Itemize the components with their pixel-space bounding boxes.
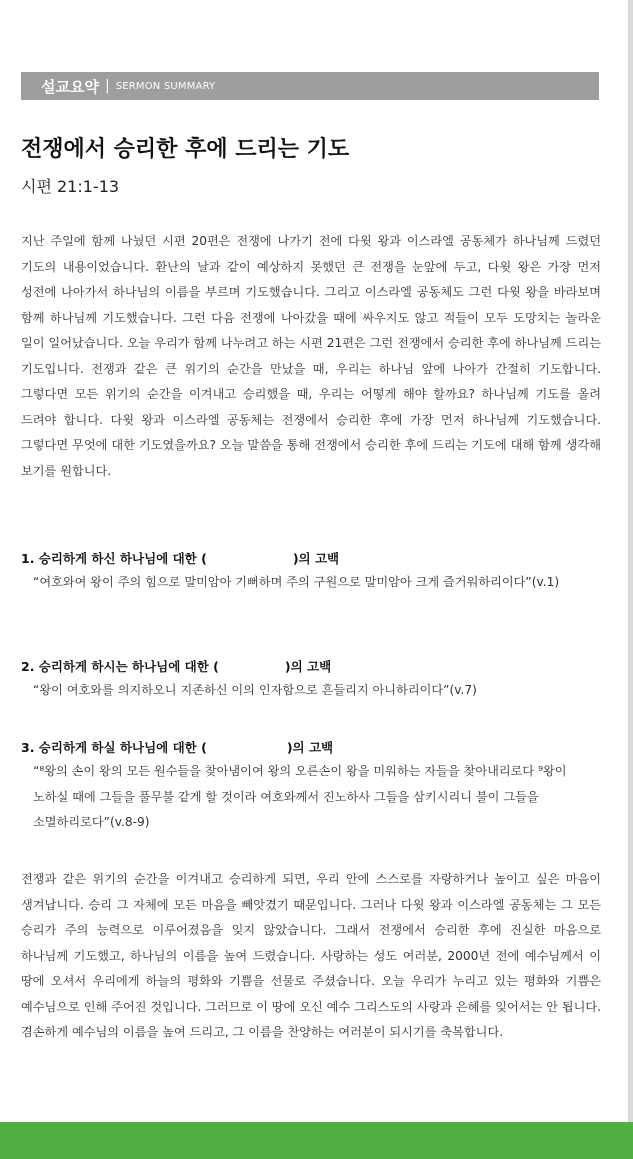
conclusion-paragraph: 전쟁과 같은 위기의 순간을 이겨내고 승리하게 되면, 우리 안에 스스로를 자랑하거나 높이고 싶은 마음이 생겨납니다. 승리 그 자체에 모든 마음을 빼앗겼기 때문입니다. 그러나 다윗 왕과 이스라엘 공동체는 그 모든 승리가 주의 능력으로 이루어졌음을 잊지 않았습니다. 그래서 전쟁에서 승리한 후에 진실한 마음으로 하나님께 기도했고, 하나님의 이름을 높여 드렸습니다. 사랑하는 성도 여러분, 2000년 전에 예수님께서 이 땅에 오셔서 우리에게 하늘의 평화와 기쁨을 선물로 주셨습니다. 오늘 우리가 누리고 있는 평화와 기쁨은 예수님으로 인해 주어진 것입니다. 그러므로 이 땅에 오신 예수 그리스도의 사랑과 은혜를 잊어서는 안 됩니다. 겸손하게 예수님의 이름을 높여 드리고, 그 이름을 찬양하는 여러분이 되시기를 축복합니다. — [21, 872, 602, 1039]
point-3 — [21, 737, 601, 836]
point-heading-prefix: 1. 승리하게 하신 하나님에 대한 ( — [21, 551, 207, 566]
point-heading-suffix: )의 고백 — [292, 551, 340, 566]
point-1 — [21, 548, 601, 596]
scrollbar[interactable] — [628, 0, 633, 1122]
point-heading-suffix: )의 고백 — [284, 659, 332, 674]
sermon-title: 전쟁에서 승리한 후에 드리는 기도 — [21, 137, 350, 162]
point-verse: “왕이 여호와를 의지하오니 지존하신 이의 인자함으로 흔들리지 아니하리이다”(v.7) — [33, 683, 477, 697]
point-heading — [21, 548, 601, 570]
point-heading — [21, 656, 601, 678]
banner-korean-label: 설교요약 — [41, 77, 99, 96]
point-verse: “⁸왕의 손이 왕의 모든 원수들을 찾아냄이여 왕의 오른손이 왕을 미워하는 자들을 찾아내리로다 ⁹왕이 노하실 때에 그들을 풀무불 같게 할 것이라 여호와께서 진노하사 그들을 삼키시리니 불이 그들을 소멸하리로다”(v.8-9) — [33, 764, 567, 829]
point-2 — [21, 656, 601, 704]
banner-separator: | — [104, 78, 110, 94]
point-heading-suffix: )의 고백 — [286, 740, 334, 755]
footer-bar — [0, 1122, 633, 1159]
point-heading-prefix: 3. 승리하게 하실 하나님에 대한 ( — [21, 740, 207, 755]
section-banner — [21, 72, 599, 100]
scripture-reference: 시편 21:1-13 — [21, 177, 120, 196]
point-verse: “여호와여 왕이 주의 힘으로 말미암아 기뻐하며 주의 구원으로 말미암아 크게 즐거워하리이다”(v.1) — [33, 575, 560, 589]
banner-english-label: SERMON SUMMARY — [115, 80, 216, 92]
point-heading — [21, 737, 601, 759]
point-heading-prefix: 2. 승리하게 하시는 하나님에 대한 ( — [21, 659, 219, 674]
intro-paragraph: 지난 주일에 함께 나눴던 시편 20편은 전쟁에 나가기 전에 다윗 왕과 이스라엘 공동체가 하나님께 드렸던 기도의 내용이었습니다. 환난의 날과 같이 예상하지 못했던 큰 전쟁을 눈앞에 두고, 다윗 왕은 가장 먼저 성전에 나아가서 하나님의 이름을 부르며 기도했습니다. 그리고 이스라엘 공동체도 그런 다윗 왕을 바라보며 함께 하나님께 기도했습니다. 그런 다음 전쟁에 나아갔을 때에 싸우지도 않고 적들이 모두 도망치는 놀라운 일이 일어났습니다. 오늘 우리가 함께 나누려고 하는 시편 21편은 그런 전쟁에서 승리한 후에 하나님께 드리는 기도입니다. 전쟁과 같은 큰 위기의 순간을 만났을 때, 우리는 하나님 앞에 나아가 간절히 기도합니다. 그렇다면 모든 위기의 순간을 이겨내고 승리했을 때, 우리는 어떻게 해야 할까요? 하나님께 기도를 올려 드려야 합니다. 다윗 왕과 이스라엘 공동체는 전쟁에서 승리한 후에 가장 먼저 하나님께 기도했습니다. 그렇다면 무엇에 대한 기도였을까요? 오늘 말씀을 통해 전쟁에서 승리한 후에 드리는 기도에 대해 함께 생각해 보기를 원합니다. — [21, 234, 601, 478]
